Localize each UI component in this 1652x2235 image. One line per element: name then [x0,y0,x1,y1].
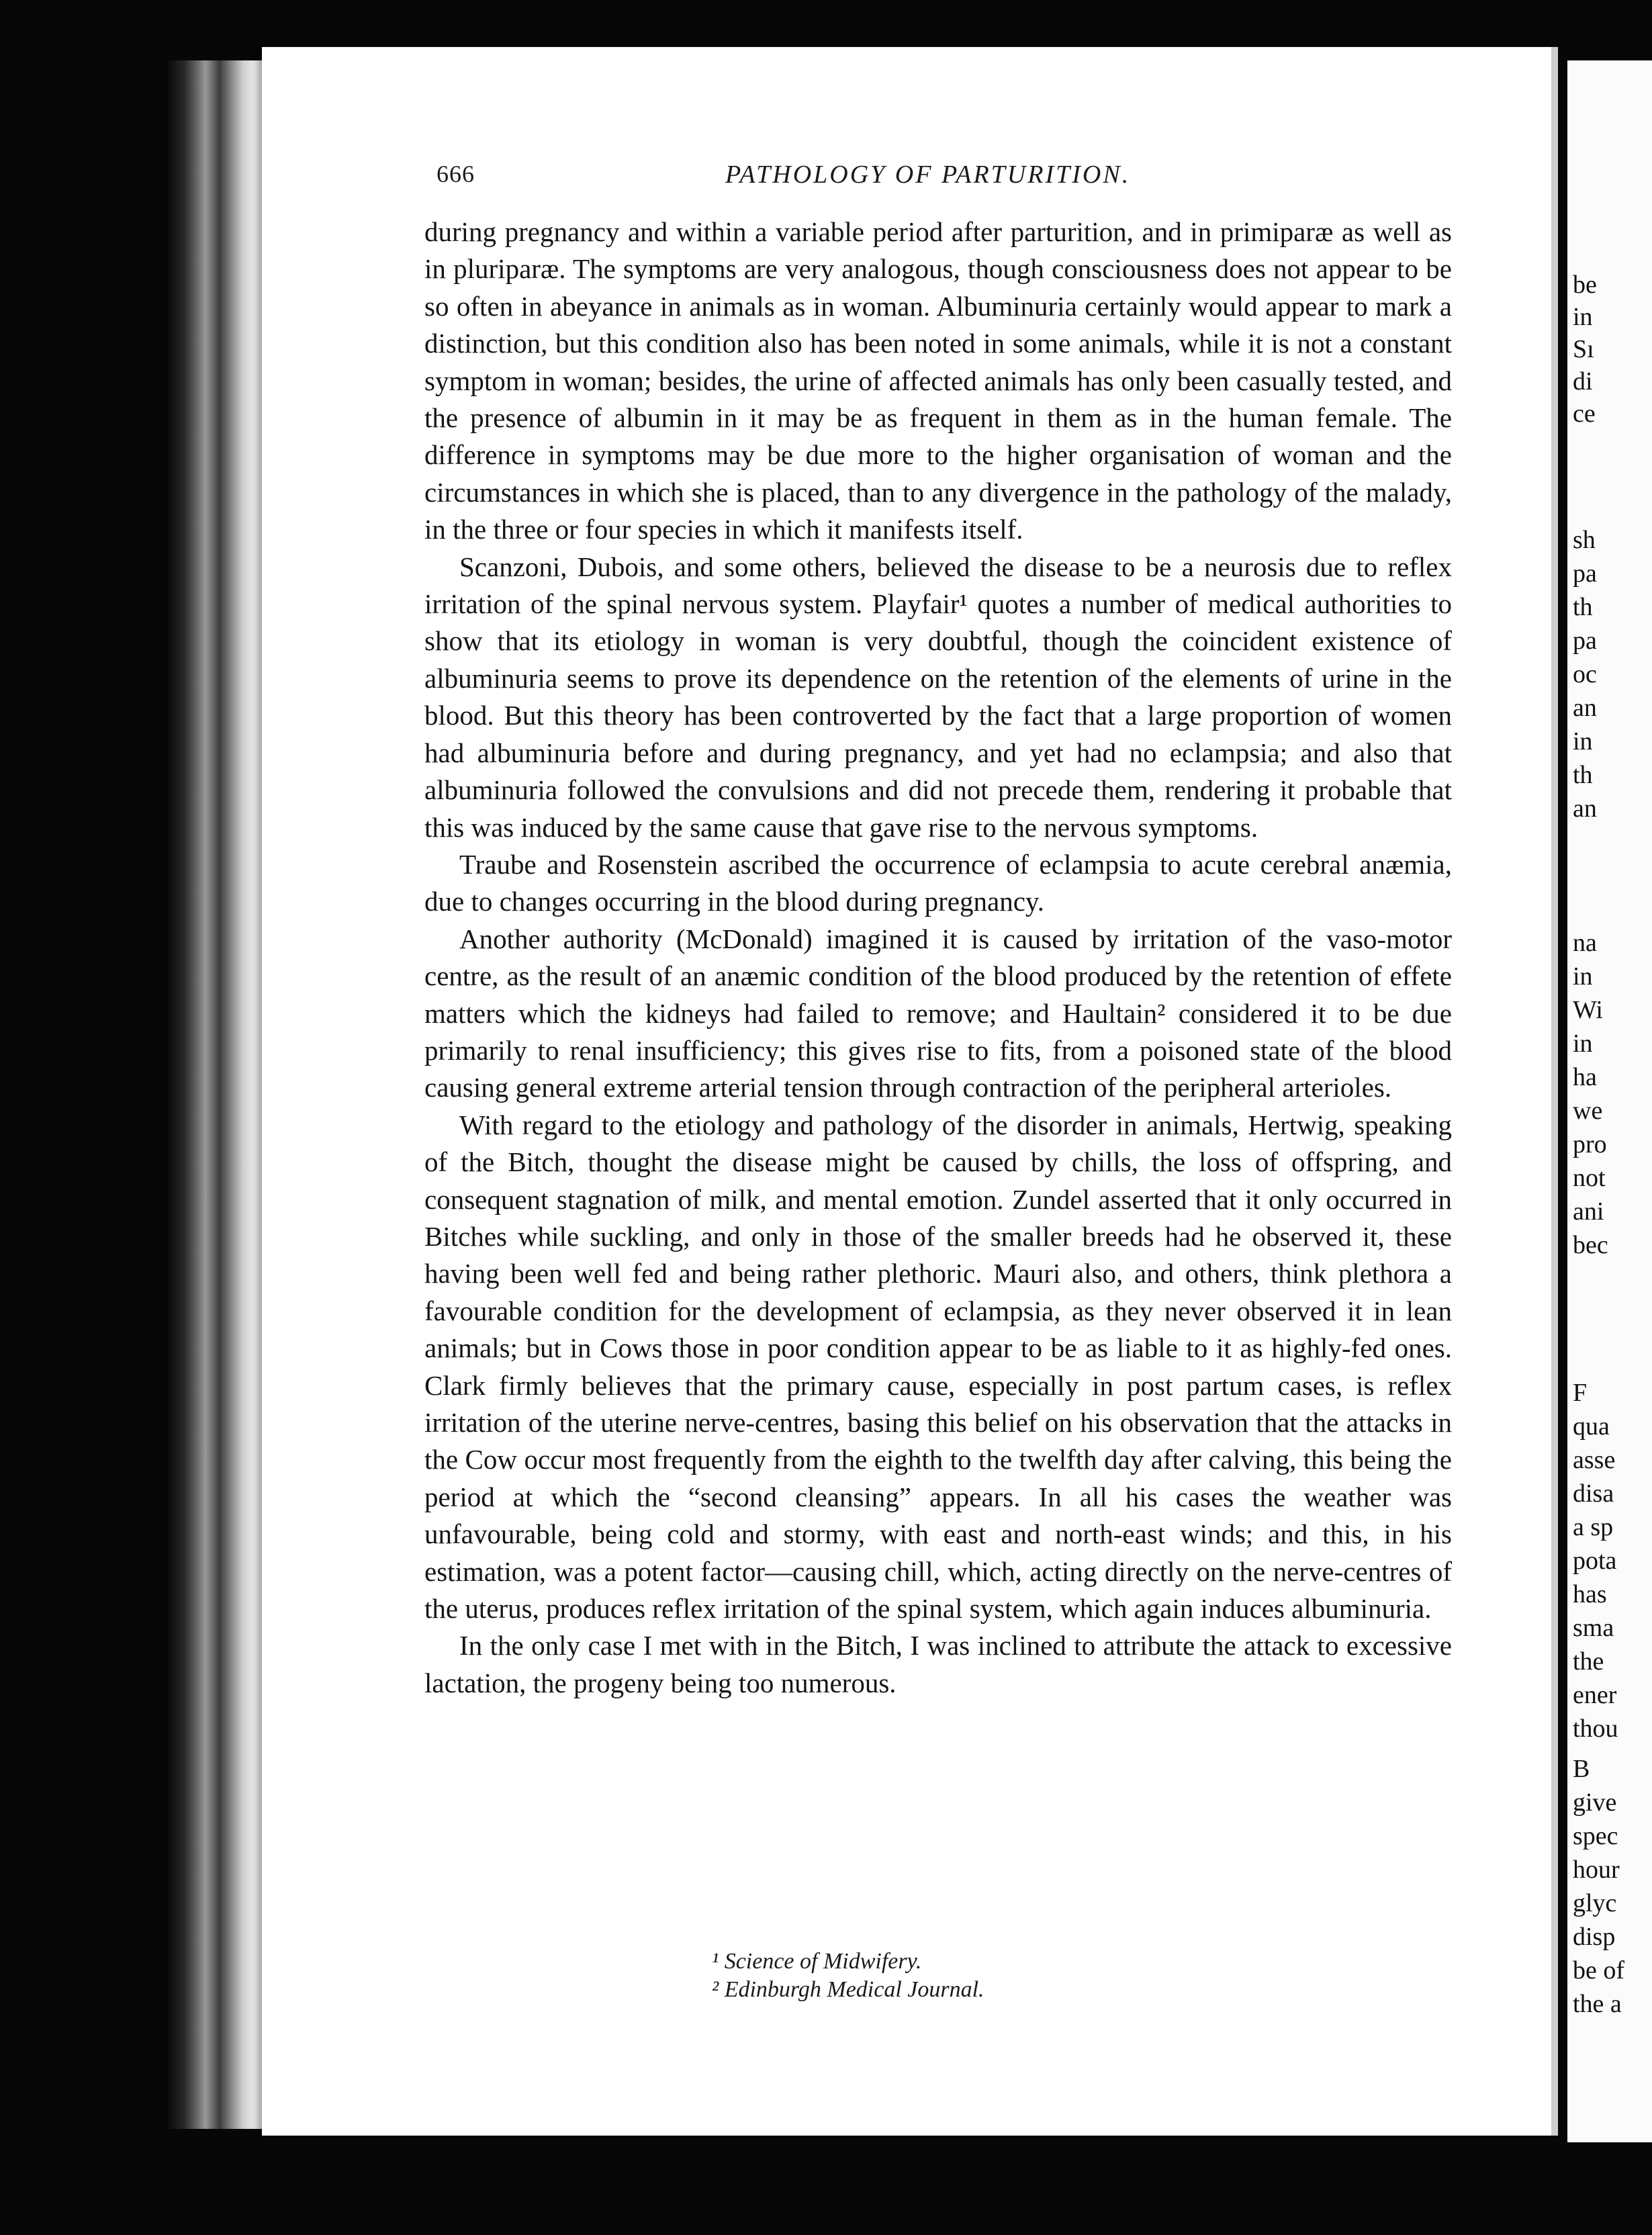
facing-page-fragment: sma [1573,1614,1614,1642]
page-edge [1551,47,1558,2136]
facing-page-fragment: Wi [1573,996,1603,1024]
facing-page [1567,60,1652,2142]
page-gutter [1558,0,1567,2235]
paragraph: Scanzoni, Dubois, and some others, believed the disease to be a neurosis due to reflex irritation of the spinal nervous system. Playfair¹ quotes a number of medical authorities to show that its etiology in woman is very doubtful, though the coincident existence of albuminuria seems to prove its dependence on the retention of the elements of urine in the blood. But this theory has been controverted by the fact that a large proportion of women had albuminuria before and during pregnancy, and yet had no eclampsia; and also that albuminuria followed the convulsions and did not precede them, rendering it probable that this was induced by the same cause that gave rise to the nervous symptoms. [424,551,1452,843]
facing-page-fragment: B [1573,1755,1590,1783]
facing-page-fragment: Sı [1573,335,1594,363]
facing-page-fragment: qua [1573,1412,1610,1441]
facing-page-fragment: asse [1573,1446,1616,1474]
paragraph: In the only case I met with in the Bitch, I was inclined to attribute the attack to excessive lactation, the progeny being too numerous. [424,1630,1452,1698]
facing-page-fragment: thou [1573,1715,1618,1743]
paragraph: Another authority (McDonald) imagined it is caused by irritation of the vaso-motor centre, as the result of an anæmic condition of the blood produced by the retention of effete matters which the kidneys had failed to remove; and Haultain² considered it to be due primarily to renal insufficiency; this gives rise to fits, from a poisoned state of the blood causing general extreme arterial tension through contraction of the peripheral arterioles. [424,923,1452,1103]
facing-page-fragment: pa [1573,559,1597,588]
facing-page-fragment: disp [1573,1923,1616,1951]
footnotes [712,1948,1316,2004]
footnote: ² Edinburgh Medical Journal. [712,1977,984,2002]
facing-page-fragment: ha [1573,1063,1597,1091]
paragraph: during pregnancy and within a variable period after parturition, and in primiparæ as well as in pluriparæ. The symptoms are very analogous, though consciousness does not appear to be so often in abeyance in animals as in woman. Albuminuria certainly would appear to mark a distinction, but this condition also has been noted in some animals, while it is not a constant symptom in woman; besides, the urine of affected animals has only been casually tested, and the presence of albumin in it may be as frequent in them as in the human female. The difference in symptoms may be due more to the higher organisation of woman and the circumstances in which she is placed, than to any divergence in the pathology of the malady, in the three or four species in which it manifests itself. [424,216,1452,545]
facing-page-fragment: an [1573,794,1597,823]
facing-page-fragment: be of [1573,1956,1625,1985]
facing-page-fragment: th [1573,593,1593,621]
facing-page-fragment: a sp [1573,1513,1614,1541]
facing-page-fragment: disa [1573,1479,1614,1508]
body-text [424,214,1452,1702]
paragraph: With regard to the etiology and pathology of the disorder in animals, Hertwig, speaking of the Bitch, thought the disease might be caused by chills, the loss of offspring, and consequent stagnation of milk, and mental emotion. Zundel asserted that it only occurred in Bitches while suckling, and only in those of the smaller breeds had he observed it, these having been well fed and being rather plethoric. Mauri also, and others, think plethora a favourable condition for the development of eclampsia, as they never observed it in lean animals; but in Cows those in poor condition appear to be as liable to it as highly-fed ones. Clark firmly believes that the primary cause, especially in post partum cases, is reflex irritation of the uterine nerve-centres, basing this belief on his observation that the attacks in the Cow occur most frequently from the eighth to the twelfth day after calving, this being the period at which the “second cleansing” appears. In all his cases the weather was unfavourable, being cold and stormy, with east and north-east winds; and this, in his estimation, was a potent factor—causing chill, which, acting directly on the nerve-centres of the uterus, produces reflex irritation of the spinal system, which again induces albuminuria. [424,1109,1452,1625]
facing-page-fragment: F [1573,1379,1588,1407]
facing-page-fragment: di [1573,367,1593,396]
running-title: PATHOLOGY OF PARTURITION. [725,161,1131,189]
facing-page-fragment: hour [1573,1856,1620,1884]
footnote: ¹ Science of Midwifery. [712,1949,922,1974]
facing-page-fragment: not [1573,1164,1606,1192]
facing-page-fragment: sh [1573,526,1596,554]
facing-page-fragment: ani [1573,1197,1604,1226]
paragraph: Traube and Rosenstein ascribed the occurrence of eclampsia to acute cerebral anæmia, due to changes occurring in the blood during pregnancy. [424,848,1452,917]
facing-page-fragment: spec [1573,1822,1618,1850]
facing-page-fragment: pa [1573,627,1597,655]
facing-page-fragment: has [1573,1580,1607,1608]
facing-page-fragment: pota [1573,1547,1617,1575]
facing-page-fragment: in [1573,303,1593,331]
facing-page-fragment: bec [1573,1231,1608,1259]
facing-page-fragment: glyc [1573,1889,1617,1917]
facing-page-fragment: ce [1573,400,1596,428]
facing-page-fragment: the [1573,1647,1604,1676]
facing-page-fragment: pro [1573,1130,1607,1158]
facing-page-fragment: the a [1573,1990,1622,2018]
facing-page-fragment: th [1573,761,1593,789]
book-spine [168,60,262,2129]
facing-page-fragment: give [1573,1788,1617,1817]
facing-page-fragment: oc [1573,660,1597,688]
facing-page-fragment: in [1573,727,1593,756]
facing-page-fragment: an [1573,694,1597,722]
page-header [437,160,1538,200]
page-number: 666 [437,161,475,187]
facing-page-fragment: we [1573,1097,1603,1125]
facing-page-fragment: na [1573,929,1597,957]
facing-page-fragment: be [1573,271,1597,299]
facing-page-fragment: ener [1573,1681,1617,1709]
facing-page-fragment: in [1573,1030,1593,1058]
facing-page-fragment: in [1573,962,1593,991]
